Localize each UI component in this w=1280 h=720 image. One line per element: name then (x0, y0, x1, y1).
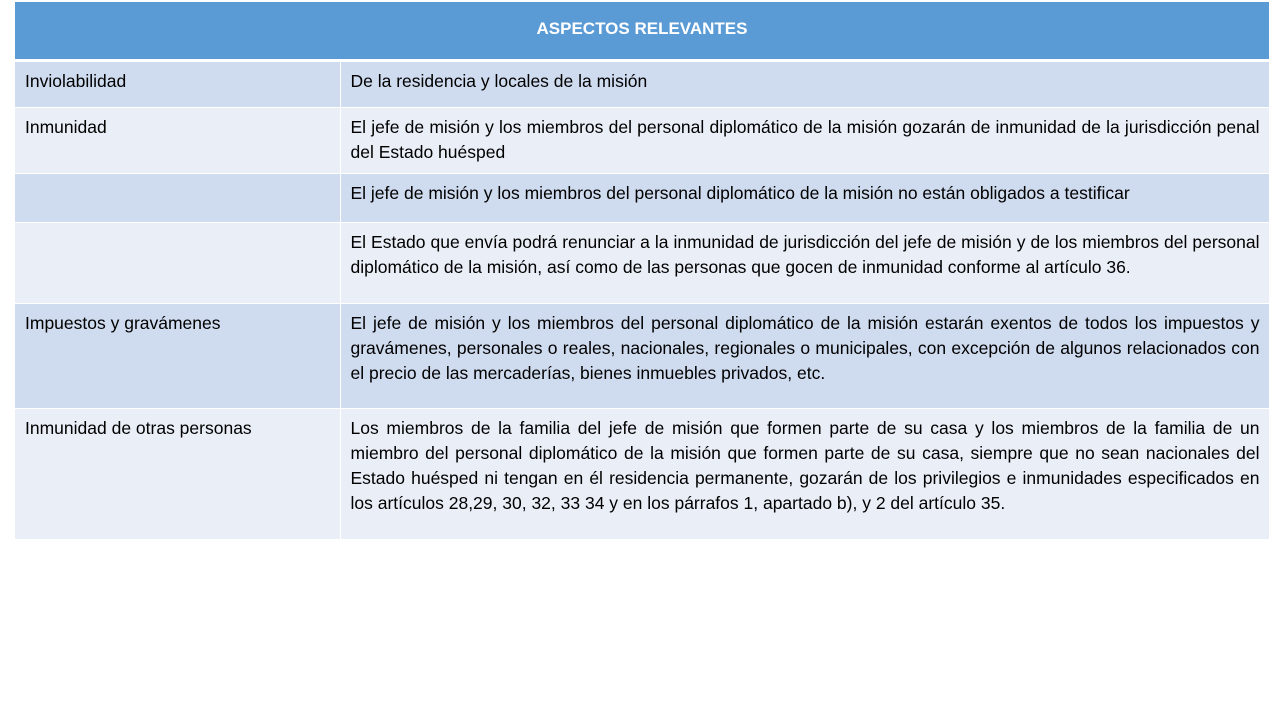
aspect-cell: Inmunidad de otras personas (15, 408, 340, 539)
table-row (15, 60, 1269, 107)
aspect-cell: Inmunidad (15, 107, 340, 173)
detail-cell: De la residencia y locales de la misión (340, 60, 1269, 107)
detail-cell: El jefe de misión y los miembros del personal diplomático de la misión estarán exentos de todos los impuestos y gravámenes, personales o reales, nacionales, regionales o municipales, con excepción de algunos relacionados con el precio de las mercaderías, bienes inmuebles privados, etc. (340, 303, 1269, 408)
table-row (15, 173, 1269, 222)
aspect-cell (15, 173, 340, 222)
detail-cell: Los miembros de la familia del jefe de misión que formen parte de su casa y los miembros de la familia de un miembro del personal diplomático de la misión que formen parte de su casa, siempre que no sean nacionales del Estado huésped ni tengan en él residencia permanente, gozarán de los privilegios e inmunidades especificados en los artículos 28,29, 30, 32, 33 34 y en los párrafos 1, apartado b), y 2 del artículo 35. (340, 408, 1269, 539)
detail-cell: El jefe de misión y los miembros del personal diplomático de la misión gozarán de inmunidad de la jurisdicción penal del Estado huésped (340, 107, 1269, 173)
aspect-cell: Impuestos y gravámenes (15, 303, 340, 408)
table-row (15, 222, 1269, 303)
aspects-table (15, 2, 1270, 539)
aspect-cell (15, 222, 340, 303)
table-header-row (15, 2, 1269, 60)
table-row (15, 408, 1269, 539)
detail-cell: El jefe de misión y los miembros del personal diplomático de la misión no están obligados a testificar (340, 173, 1269, 222)
table-row (15, 303, 1269, 408)
detail-cell: El Estado que envía podrá renunciar a la inmunidad de jurisdicción del jefe de misión y de los miembros del personal diplomático de la misión, así como de las personas que gocen de inmunidad conforme al artículo 36. (340, 222, 1269, 303)
aspect-cell: Inviolabilidad (15, 60, 340, 107)
table-header: ASPECTOS RELEVANTES (15, 2, 1269, 60)
table-row (15, 107, 1269, 173)
